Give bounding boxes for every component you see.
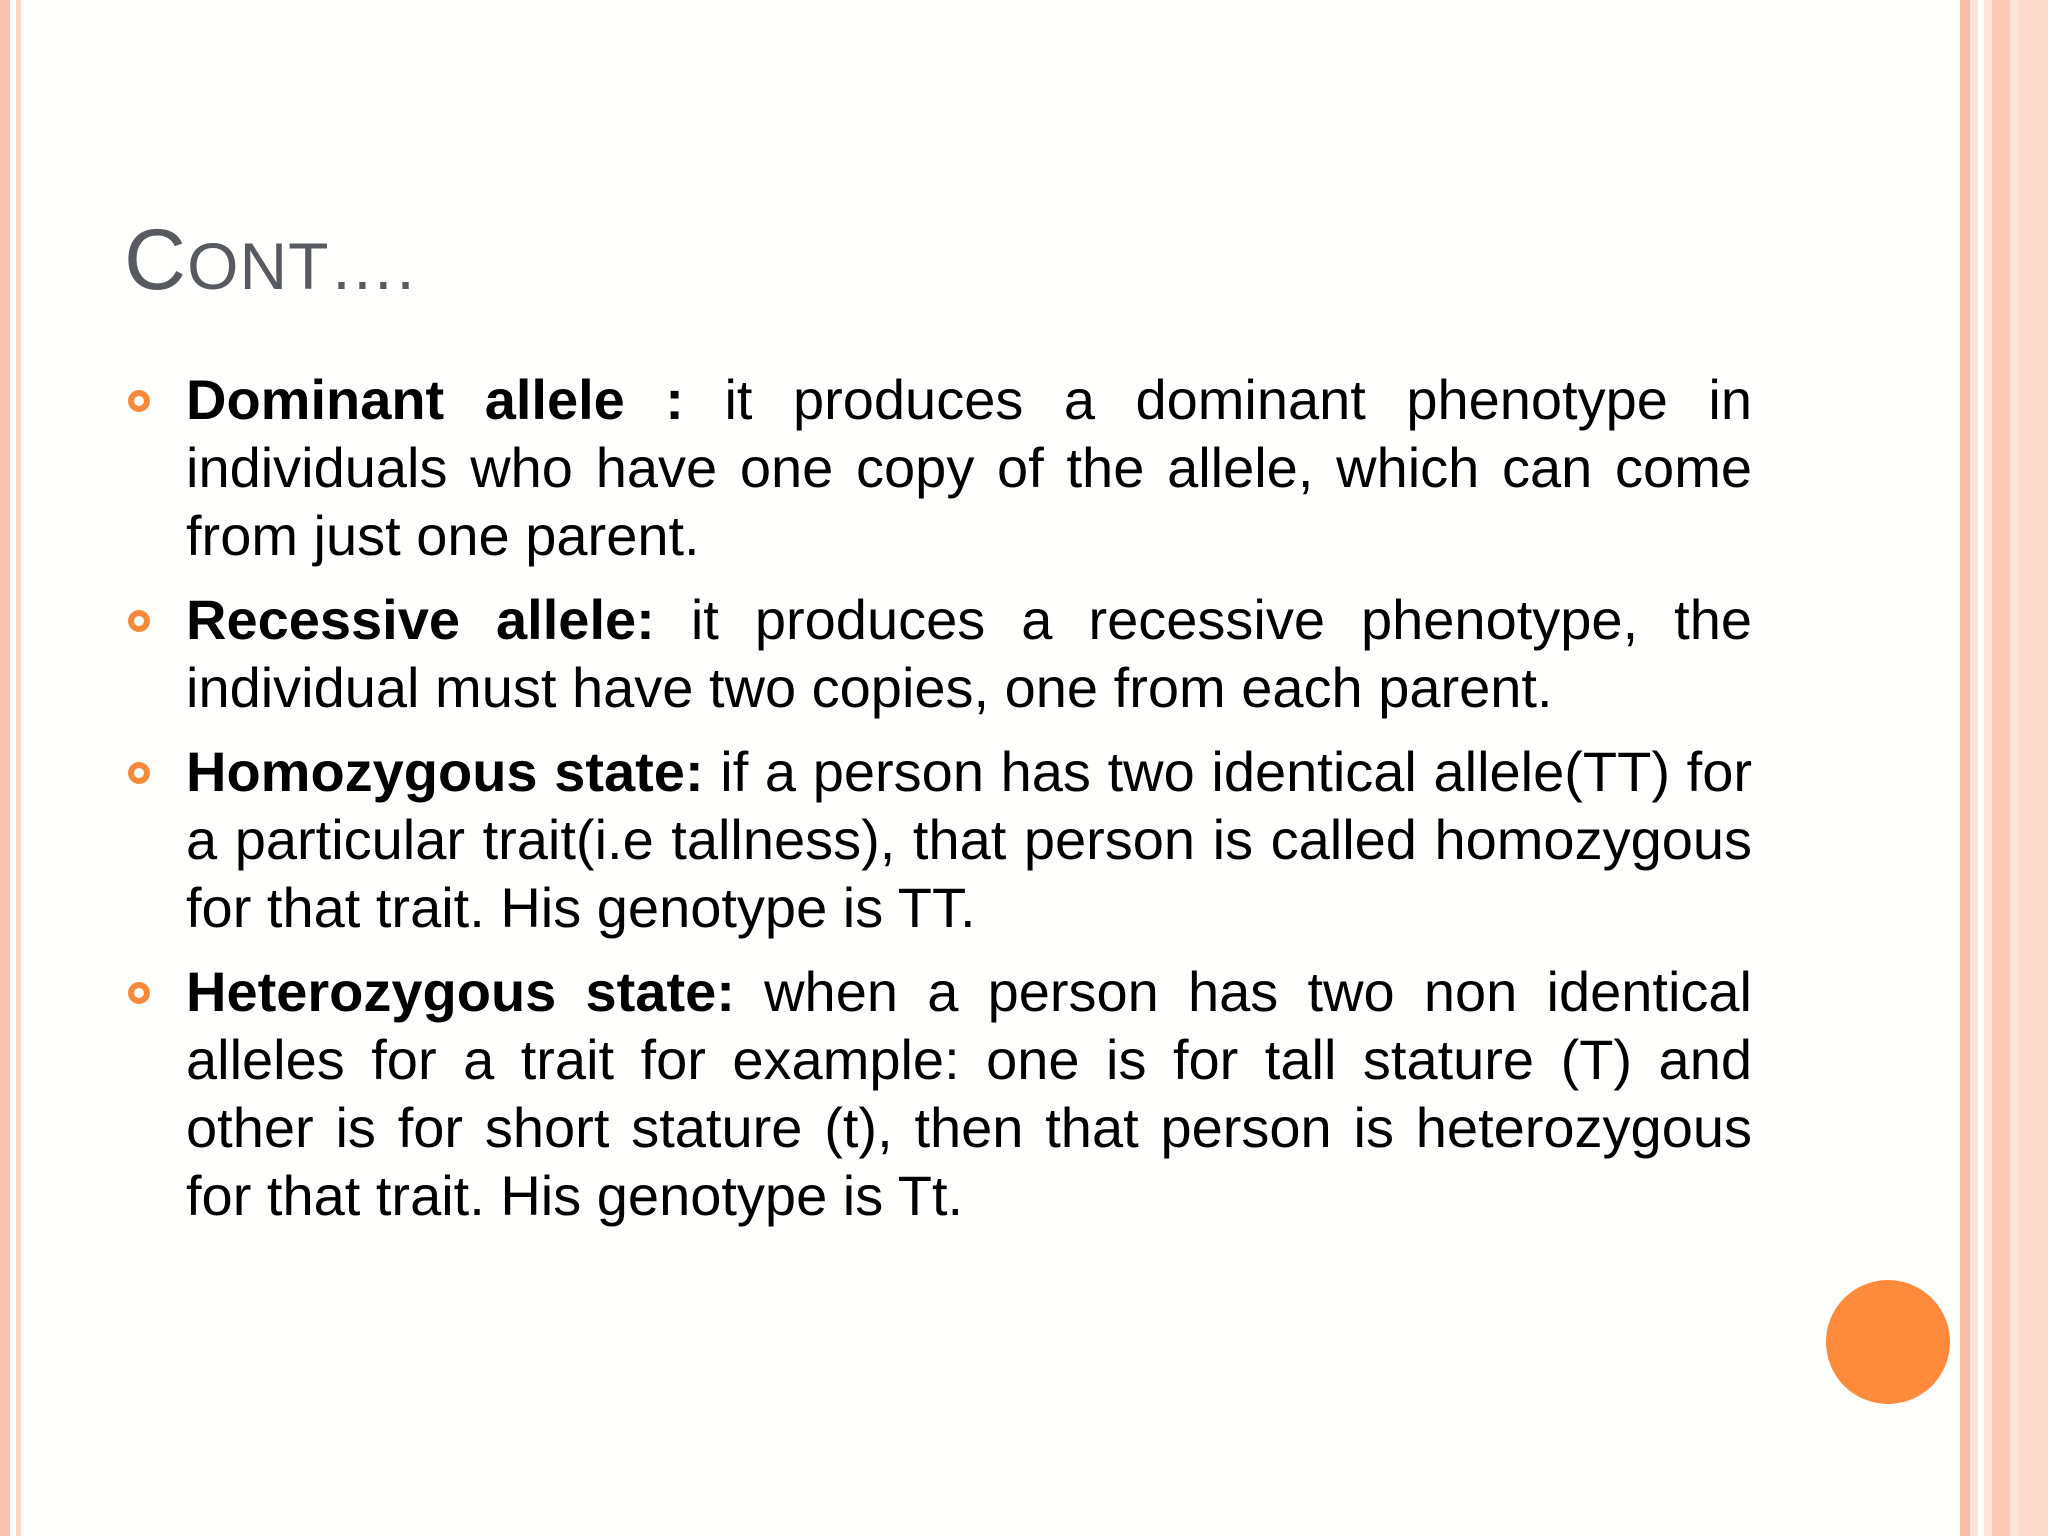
- bullet-term: Recessive allele:: [186, 588, 655, 651]
- slide-title: [124, 200, 416, 326]
- bullet-list: [124, 366, 1752, 1246]
- right-border-stripe: [1960, 0, 1970, 1536]
- ring-bullet-icon: [128, 390, 150, 412]
- right-border-stripe-wide: [1992, 0, 2010, 1536]
- bullet-item-dominant-allele: [124, 366, 1752, 570]
- left-border-stripe-inner: [16, 0, 21, 1536]
- bullet-item-recessive-allele: [124, 586, 1752, 722]
- orange-circle-icon: [1826, 1280, 1950, 1404]
- bullet-term: Dominant allele :: [186, 368, 684, 431]
- bullet-text: it produces a dominant phenotype in individuals who have one copy of the allele, which can come from just one parent.: [186, 368, 1752, 567]
- bullet-text: if a person has two identical allele(TT) for a particular trait(i.e tallness), that person is called homozygous for that trait. His genotype is TT.: [186, 740, 1752, 939]
- right-border-gap: [1978, 0, 1984, 1536]
- bullet-item-heterozygous-state: [124, 958, 1752, 1230]
- ring-bullet-icon: [128, 610, 150, 632]
- bullet-text: when a person has two non identical alleles for a trait for example: one is for tall stature (T) and other is for short stature (t), then that person is heterozygous for that trait. His genotype is Tt.: [186, 960, 1752, 1227]
- bullet-text: it produces a recessive phenotype, the individual must have two copies, one from each parent.: [186, 588, 1753, 719]
- bullet-term: Heterozygous state:: [186, 960, 735, 1023]
- left-border-stripe: [0, 0, 10, 1536]
- bullet-item-homozygous-state: [124, 738, 1752, 942]
- slide-title-rest: ONT….: [187, 229, 416, 303]
- bullet-term: Homozygous state:: [186, 740, 704, 803]
- ring-bullet-icon: [128, 762, 150, 784]
- slide-title-initial: C: [124, 212, 188, 308]
- ring-bullet-icon: [128, 982, 150, 1004]
- right-border-stripe-outer: [2018, 0, 2048, 1536]
